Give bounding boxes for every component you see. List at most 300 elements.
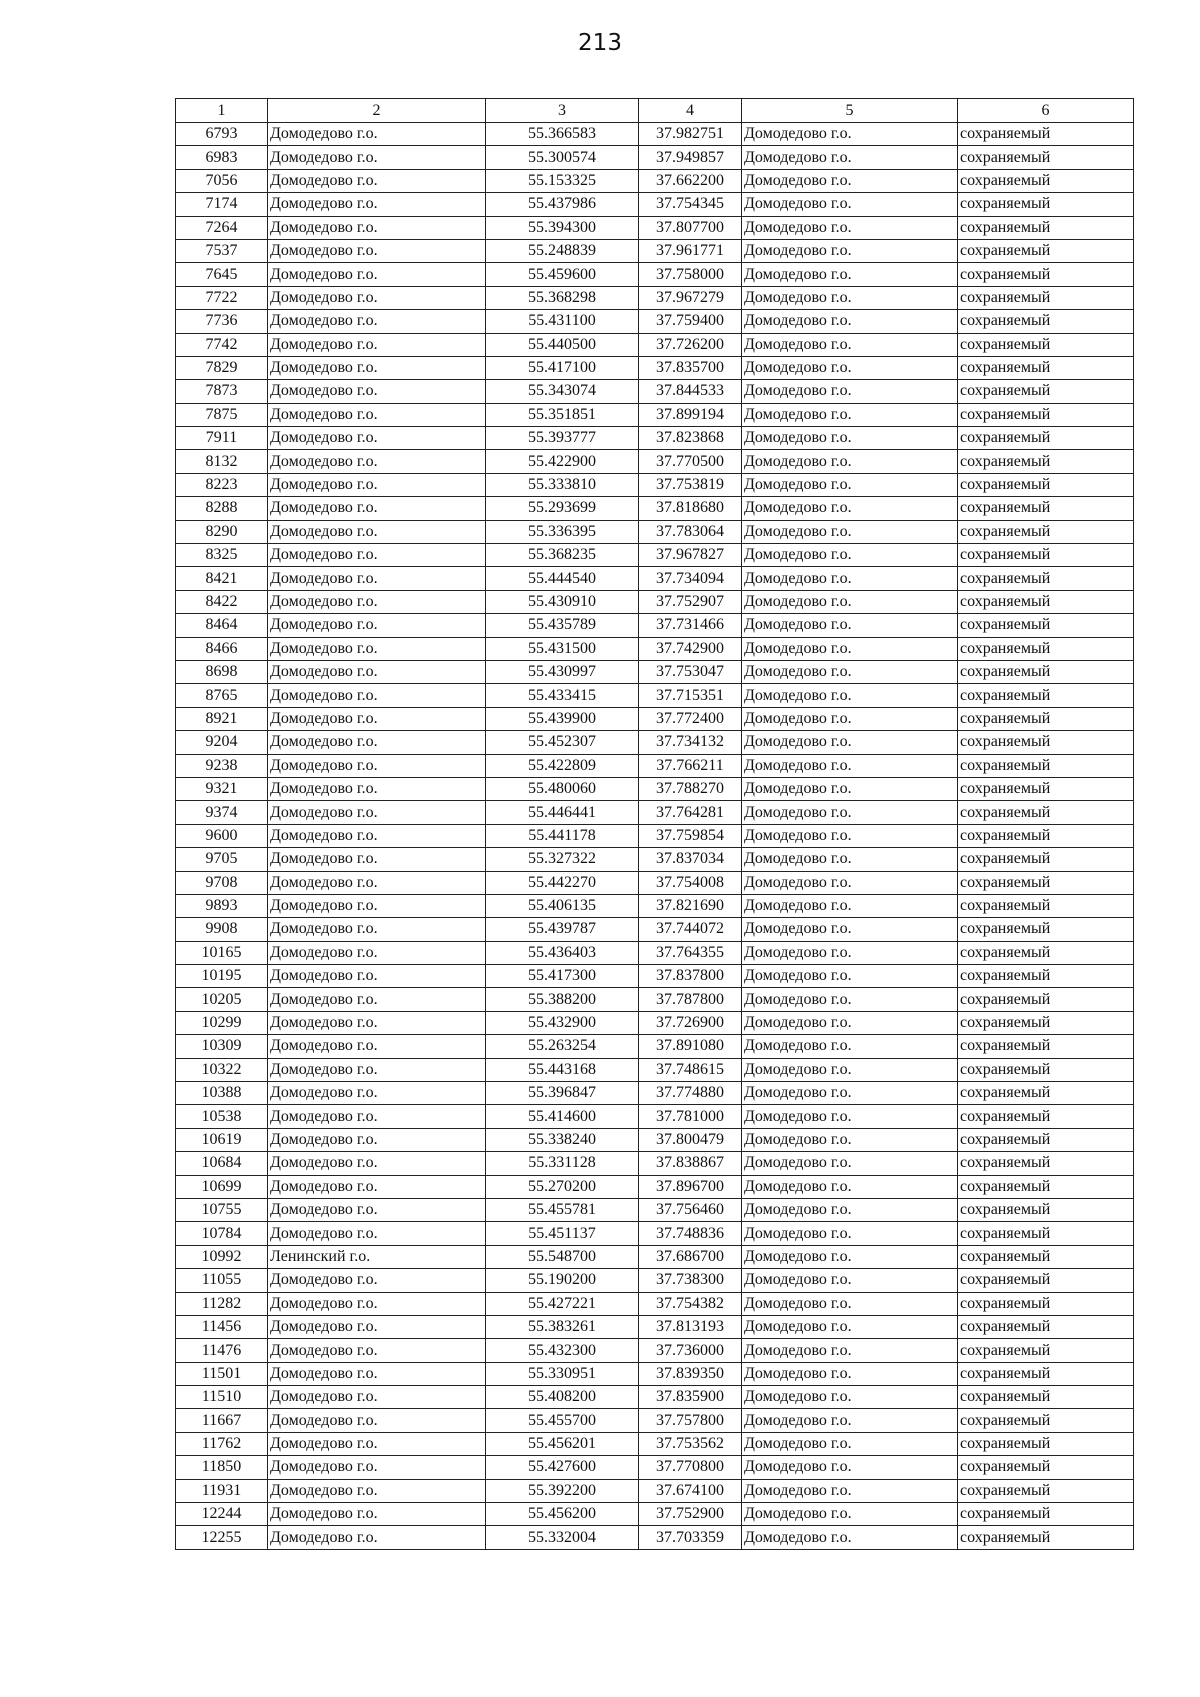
district-cell: Домодедово г.о. — [268, 1175, 486, 1198]
row-id-cell: 10699 — [176, 1175, 268, 1198]
row-id-cell: 8421 — [176, 567, 268, 590]
longitude-cell: 37.839350 — [639, 1362, 742, 1385]
district-cell: Домодедово г.о. — [268, 286, 486, 309]
status-cell: сохраняемый — [958, 146, 1134, 169]
latitude-cell: 55.343074 — [486, 380, 639, 403]
status-cell: сохраняемый — [958, 1198, 1134, 1221]
latitude-cell: 55.383261 — [486, 1315, 639, 1338]
location-cell: Домодедово г.о. — [742, 777, 958, 800]
latitude-cell: 55.263254 — [486, 1035, 639, 1058]
longitude-cell: 37.734132 — [639, 731, 742, 754]
status-cell: сохраняемый — [958, 1011, 1134, 1034]
latitude-cell: 55.430997 — [486, 660, 639, 683]
status-cell: сохраняемый — [958, 1105, 1134, 1128]
district-cell: Домодедово г.о. — [268, 918, 486, 941]
district-cell: Домодедово г.о. — [268, 1479, 486, 1502]
row-id-cell: 10309 — [176, 1035, 268, 1058]
table-row — [176, 1082, 1134, 1105]
latitude-cell: 55.439787 — [486, 918, 639, 941]
latitude-cell: 55.427221 — [486, 1292, 639, 1315]
table-row — [176, 520, 1134, 543]
column-header: 6 — [958, 99, 1134, 123]
row-id-cell: 12244 — [176, 1503, 268, 1526]
table-row — [176, 988, 1134, 1011]
status-cell: сохраняемый — [958, 380, 1134, 403]
row-id-cell: 10992 — [176, 1245, 268, 1268]
row-id-cell: 9705 — [176, 848, 268, 871]
row-id-cell: 11282 — [176, 1292, 268, 1315]
latitude-cell: 55.270200 — [486, 1175, 639, 1198]
status-cell: сохраняемый — [958, 1503, 1134, 1526]
longitude-cell: 37.759400 — [639, 310, 742, 333]
longitude-cell: 37.726200 — [639, 333, 742, 356]
latitude-cell: 55.336395 — [486, 520, 639, 543]
table-row — [176, 941, 1134, 964]
table-row — [176, 239, 1134, 262]
status-cell: сохраняемый — [958, 1479, 1134, 1502]
district-cell: Домодедово г.о. — [268, 614, 486, 637]
table-row — [176, 614, 1134, 637]
longitude-cell: 37.896700 — [639, 1175, 742, 1198]
latitude-cell: 55.440500 — [486, 333, 639, 356]
table-row — [176, 1339, 1134, 1362]
longitude-cell: 37.837034 — [639, 848, 742, 871]
status-cell: сохраняемый — [958, 1526, 1134, 1549]
district-cell: Домодедово г.о. — [268, 1058, 486, 1081]
district-cell: Домодедово г.о. — [268, 1339, 486, 1362]
location-cell: Домодедово г.о. — [742, 1409, 958, 1432]
district-cell: Домодедово г.о. — [268, 1386, 486, 1409]
row-id-cell: 9204 — [176, 731, 268, 754]
table-row — [176, 1503, 1134, 1526]
district-cell: Домодедово г.о. — [268, 590, 486, 613]
district-cell: Домодедово г.о. — [268, 1105, 486, 1128]
latitude-cell: 55.422900 — [486, 450, 639, 473]
row-id-cell: 8223 — [176, 473, 268, 496]
status-cell: сохраняемый — [958, 1292, 1134, 1315]
district-cell: Домодедово г.о. — [268, 777, 486, 800]
latitude-cell: 55.431500 — [486, 637, 639, 660]
latitude-cell: 55.456201 — [486, 1432, 639, 1455]
location-cell: Домодедово г.о. — [742, 1315, 958, 1338]
district-cell: Домодедово г.о. — [268, 824, 486, 847]
status-cell: сохраняемый — [958, 193, 1134, 216]
longitude-cell: 37.891080 — [639, 1035, 742, 1058]
location-cell: Домодедово г.о. — [742, 988, 958, 1011]
latitude-cell: 55.439900 — [486, 707, 639, 730]
table-row — [176, 1479, 1134, 1502]
district-cell: Домодедово г.о. — [268, 1011, 486, 1034]
district-cell: Домодедово г.о. — [268, 1432, 486, 1455]
status-cell: сохраняемый — [958, 777, 1134, 800]
latitude-cell: 55.459600 — [486, 263, 639, 286]
district-cell: Домодедово г.о. — [268, 403, 486, 426]
row-id-cell: 11667 — [176, 1409, 268, 1432]
table-row — [176, 918, 1134, 941]
latitude-cell: 55.366583 — [486, 123, 639, 146]
table-body — [176, 123, 1134, 1550]
row-id-cell: 10684 — [176, 1152, 268, 1175]
district-cell: Домодедово г.о. — [268, 754, 486, 777]
status-cell: сохраняемый — [958, 871, 1134, 894]
column-header: 1 — [176, 99, 268, 123]
table-row — [176, 731, 1134, 754]
table-row — [176, 1362, 1134, 1385]
row-id-cell: 8921 — [176, 707, 268, 730]
row-id-cell: 9908 — [176, 918, 268, 941]
latitude-cell: 55.414600 — [486, 1105, 639, 1128]
latitude-cell: 55.480060 — [486, 777, 639, 800]
location-cell: Домодедово г.о. — [742, 894, 958, 917]
row-id-cell: 7873 — [176, 380, 268, 403]
column-header: 5 — [742, 99, 958, 123]
district-cell: Домодедово г.о. — [268, 333, 486, 356]
longitude-cell: 37.838867 — [639, 1152, 742, 1175]
longitude-cell: 37.753562 — [639, 1432, 742, 1455]
table-row — [176, 1432, 1134, 1455]
column-header: 4 — [639, 99, 742, 123]
longitude-cell: 37.738300 — [639, 1269, 742, 1292]
location-cell: Домодедово г.о. — [742, 637, 958, 660]
location-cell: Домодедово г.о. — [742, 1339, 958, 1362]
status-cell: сохраняемый — [958, 1222, 1134, 1245]
latitude-cell: 55.451137 — [486, 1222, 639, 1245]
table-row — [176, 660, 1134, 683]
location-cell: Домодедово г.о. — [742, 660, 958, 683]
row-id-cell: 7736 — [176, 310, 268, 333]
location-cell: Домодедово г.о. — [742, 1503, 958, 1526]
status-cell: сохраняемый — [958, 310, 1134, 333]
latitude-cell: 55.293699 — [486, 497, 639, 520]
row-id-cell: 10755 — [176, 1198, 268, 1221]
table-row — [176, 544, 1134, 567]
latitude-cell: 55.368235 — [486, 544, 639, 567]
status-cell: сохраняемый — [958, 216, 1134, 239]
longitude-cell: 37.662200 — [639, 169, 742, 192]
location-cell: Домодедово г.о. — [742, 1152, 958, 1175]
district-cell: Ленинский г.о. — [268, 1245, 486, 1268]
status-cell: сохраняемый — [958, 988, 1134, 1011]
status-cell: сохраняемый — [958, 239, 1134, 262]
location-cell: Домодедово г.о. — [742, 871, 958, 894]
table-row — [176, 754, 1134, 777]
longitude-cell: 37.770800 — [639, 1456, 742, 1479]
location-cell: Домодедово г.о. — [742, 239, 958, 262]
table-row — [176, 1526, 1134, 1549]
row-id-cell: 9600 — [176, 824, 268, 847]
longitude-cell: 37.899194 — [639, 403, 742, 426]
district-cell: Домодедово г.о. — [268, 848, 486, 871]
table-row — [176, 356, 1134, 379]
row-id-cell: 11456 — [176, 1315, 268, 1338]
location-cell: Домодедово г.о. — [742, 1011, 958, 1034]
location-cell: Домодедово г.о. — [742, 520, 958, 543]
row-id-cell: 10388 — [176, 1082, 268, 1105]
district-cell: Домодедово г.о. — [268, 1409, 486, 1432]
district-cell: Домодедово г.о. — [268, 146, 486, 169]
status-cell: сохраняемый — [958, 1315, 1134, 1338]
longitude-cell: 37.674100 — [639, 1479, 742, 1502]
latitude-cell: 55.396847 — [486, 1082, 639, 1105]
location-cell: Домодедово г.о. — [742, 1269, 958, 1292]
status-cell: сохраняемый — [958, 801, 1134, 824]
table-row — [176, 1011, 1134, 1034]
location-cell: Домодедово г.о. — [742, 731, 958, 754]
latitude-cell: 55.190200 — [486, 1269, 639, 1292]
row-id-cell: 8325 — [176, 544, 268, 567]
status-cell: сохраняемый — [958, 473, 1134, 496]
location-cell: Домодедово г.о. — [742, 848, 958, 871]
location-cell: Домодедово г.о. — [742, 1198, 958, 1221]
status-cell: сохраняемый — [958, 263, 1134, 286]
row-id-cell: 7722 — [176, 286, 268, 309]
location-cell: Домодедово г.о. — [742, 403, 958, 426]
row-id-cell: 7911 — [176, 427, 268, 450]
latitude-cell: 55.333810 — [486, 473, 639, 496]
location-cell: Домодедово г.о. — [742, 1386, 958, 1409]
location-cell: Домодедово г.о. — [742, 801, 958, 824]
longitude-cell: 37.756460 — [639, 1198, 742, 1221]
status-cell: сохраняемый — [958, 1128, 1134, 1151]
latitude-cell: 55.300574 — [486, 146, 639, 169]
district-cell: Домодедово г.о. — [268, 1362, 486, 1385]
row-id-cell: 10299 — [176, 1011, 268, 1034]
latitude-cell: 55.393777 — [486, 427, 639, 450]
latitude-cell: 55.417300 — [486, 965, 639, 988]
row-id-cell: 10538 — [176, 1105, 268, 1128]
table-row — [176, 1105, 1134, 1128]
table-row — [176, 1292, 1134, 1315]
table-row — [176, 965, 1134, 988]
district-cell: Домодедово г.о. — [268, 263, 486, 286]
location-cell: Домодедово г.о. — [742, 497, 958, 520]
column-header: 3 — [486, 99, 639, 123]
row-id-cell: 6983 — [176, 146, 268, 169]
table-row — [176, 1058, 1134, 1081]
longitude-cell: 37.967279 — [639, 286, 742, 309]
latitude-cell: 55.427600 — [486, 1456, 639, 1479]
longitude-cell: 37.766211 — [639, 754, 742, 777]
status-cell: сохраняемый — [958, 637, 1134, 660]
longitude-cell: 37.731466 — [639, 614, 742, 637]
latitude-cell: 55.330951 — [486, 1362, 639, 1385]
location-cell: Домодедово г.о. — [742, 1035, 958, 1058]
table-row — [176, 427, 1134, 450]
latitude-cell: 55.435789 — [486, 614, 639, 637]
location-cell: Домодедово г.о. — [742, 450, 958, 473]
location-cell: Домодедово г.о. — [742, 590, 958, 613]
longitude-cell: 37.813193 — [639, 1315, 742, 1338]
latitude-cell: 55.394300 — [486, 216, 639, 239]
latitude-cell: 55.455700 — [486, 1409, 639, 1432]
table-row — [176, 497, 1134, 520]
longitude-cell: 37.748836 — [639, 1222, 742, 1245]
location-cell: Домодедово г.о. — [742, 614, 958, 637]
row-id-cell: 7742 — [176, 333, 268, 356]
table-row — [176, 286, 1134, 309]
latitude-cell: 55.456200 — [486, 1503, 639, 1526]
location-cell: Домодедово г.о. — [742, 1105, 958, 1128]
location-cell: Домодедово г.о. — [742, 824, 958, 847]
district-cell: Домодедово г.о. — [268, 1503, 486, 1526]
table-row — [176, 333, 1134, 356]
longitude-cell: 37.754382 — [639, 1292, 742, 1315]
longitude-cell: 37.783064 — [639, 520, 742, 543]
longitude-cell: 37.821690 — [639, 894, 742, 917]
row-id-cell: 10784 — [176, 1222, 268, 1245]
longitude-cell: 37.770500 — [639, 450, 742, 473]
row-id-cell: 7056 — [176, 169, 268, 192]
table-row — [176, 848, 1134, 871]
row-id-cell: 11055 — [176, 1269, 268, 1292]
status-cell: сохраняемый — [958, 614, 1134, 637]
latitude-cell: 55.388200 — [486, 988, 639, 1011]
status-cell: сохраняемый — [958, 684, 1134, 707]
table-row — [176, 1128, 1134, 1151]
district-cell: Домодедово г.о. — [268, 1082, 486, 1105]
district-cell: Домодедово г.о. — [268, 520, 486, 543]
location-cell: Домодедово г.о. — [742, 310, 958, 333]
table-row — [176, 1152, 1134, 1175]
table-row — [176, 473, 1134, 496]
location-cell: Домодедово г.о. — [742, 1245, 958, 1268]
district-cell: Домодедово г.о. — [268, 1222, 486, 1245]
table-row — [176, 684, 1134, 707]
location-cell: Домодедово г.о. — [742, 1456, 958, 1479]
longitude-cell: 37.982751 — [639, 123, 742, 146]
longitude-cell: 37.752900 — [639, 1503, 742, 1526]
row-id-cell: 8466 — [176, 637, 268, 660]
district-cell: Домодедово г.о. — [268, 473, 486, 496]
longitude-cell: 37.844533 — [639, 380, 742, 403]
longitude-cell: 37.774880 — [639, 1082, 742, 1105]
row-id-cell: 8132 — [176, 450, 268, 473]
location-cell: Домодедово г.о. — [742, 380, 958, 403]
status-cell: сохраняемый — [958, 1386, 1134, 1409]
table-row — [176, 801, 1134, 824]
longitude-cell: 37.754345 — [639, 193, 742, 216]
row-id-cell: 8464 — [176, 614, 268, 637]
longitude-cell: 37.758000 — [639, 263, 742, 286]
row-id-cell: 7174 — [176, 193, 268, 216]
table-row — [176, 1245, 1134, 1268]
table-row — [176, 1175, 1134, 1198]
district-cell: Домодедово г.о. — [268, 894, 486, 917]
table-row — [176, 263, 1134, 286]
row-id-cell: 7264 — [176, 216, 268, 239]
longitude-cell: 37.757800 — [639, 1409, 742, 1432]
location-cell: Домодедово г.о. — [742, 684, 958, 707]
longitude-cell: 37.835900 — [639, 1386, 742, 1409]
location-cell: Домодедово г.о. — [742, 1432, 958, 1455]
district-cell: Домодедово г.о. — [268, 1035, 486, 1058]
district-cell: Домодедово г.о. — [268, 1315, 486, 1338]
location-cell: Домодедово г.о. — [742, 1082, 958, 1105]
district-cell: Домодедово г.о. — [268, 1269, 486, 1292]
longitude-cell: 37.807700 — [639, 216, 742, 239]
longitude-cell: 37.961771 — [639, 239, 742, 262]
district-cell: Домодедово г.о. — [268, 1152, 486, 1175]
location-cell: Домодедово г.о. — [742, 1526, 958, 1549]
longitude-cell: 37.686700 — [639, 1245, 742, 1268]
location-cell: Домодедово г.о. — [742, 333, 958, 356]
table-row — [176, 1409, 1134, 1432]
location-cell: Домодедово г.о. — [742, 567, 958, 590]
longitude-cell: 37.744072 — [639, 918, 742, 941]
district-cell: Домодедово г.о. — [268, 193, 486, 216]
district-cell: Домодедово г.о. — [268, 497, 486, 520]
status-cell: сохраняемый — [958, 1152, 1134, 1175]
table-row — [176, 871, 1134, 894]
status-cell: сохраняемый — [958, 1339, 1134, 1362]
district-cell: Домодедово г.о. — [268, 1456, 486, 1479]
status-cell: сохраняемый — [958, 1456, 1134, 1479]
status-cell: сохраняемый — [958, 1409, 1134, 1432]
latitude-cell: 55.430910 — [486, 590, 639, 613]
status-cell: сохраняемый — [958, 590, 1134, 613]
row-id-cell: 10322 — [176, 1058, 268, 1081]
status-cell: сохраняемый — [958, 520, 1134, 543]
district-cell: Домодедово г.о. — [268, 567, 486, 590]
row-id-cell: 10195 — [176, 965, 268, 988]
status-cell: сохраняемый — [958, 707, 1134, 730]
district-cell: Домодедово г.о. — [268, 380, 486, 403]
district-cell: Домодедово г.о. — [268, 216, 486, 239]
latitude-cell: 55.351851 — [486, 403, 639, 426]
district-cell: Домодедово г.о. — [268, 684, 486, 707]
district-cell: Домодедово г.о. — [268, 660, 486, 683]
row-id-cell: 7537 — [176, 239, 268, 262]
location-cell: Домодедово г.о. — [742, 707, 958, 730]
status-cell: сохраняемый — [958, 1058, 1134, 1081]
district-cell: Домодедово г.о. — [268, 707, 486, 730]
table-row — [176, 310, 1134, 333]
status-cell: сохраняемый — [958, 333, 1134, 356]
location-cell: Домодедово г.о. — [742, 754, 958, 777]
table-row — [176, 824, 1134, 847]
longitude-cell: 37.788270 — [639, 777, 742, 800]
latitude-cell: 55.436403 — [486, 941, 639, 964]
table-row — [176, 1386, 1134, 1409]
row-id-cell: 8698 — [176, 660, 268, 683]
column-header: 2 — [268, 99, 486, 123]
row-id-cell: 11510 — [176, 1386, 268, 1409]
status-cell: сохраняемый — [958, 660, 1134, 683]
location-cell: Домодедово г.о. — [742, 169, 958, 192]
longitude-cell: 37.754008 — [639, 871, 742, 894]
longitude-cell: 37.835700 — [639, 356, 742, 379]
table-row — [176, 567, 1134, 590]
status-cell: сохраняемый — [958, 894, 1134, 917]
status-cell: сохраняемый — [958, 824, 1134, 847]
table-row — [176, 590, 1134, 613]
district-cell: Домодедово г.о. — [268, 871, 486, 894]
table-row — [176, 193, 1134, 216]
longitude-cell: 37.949857 — [639, 146, 742, 169]
latitude-cell: 55.392200 — [486, 1479, 639, 1502]
row-id-cell: 11476 — [176, 1339, 268, 1362]
latitude-cell: 55.441178 — [486, 824, 639, 847]
district-cell: Домодедово г.о. — [268, 941, 486, 964]
longitude-cell: 37.726900 — [639, 1011, 742, 1034]
page-number: 213 — [578, 30, 622, 56]
district-cell: Домодедово г.о. — [268, 731, 486, 754]
longitude-cell: 37.753819 — [639, 473, 742, 496]
table-row — [176, 1198, 1134, 1221]
location-cell: Домодедово г.о. — [742, 544, 958, 567]
longitude-cell: 37.736000 — [639, 1339, 742, 1362]
latitude-cell: 55.422809 — [486, 754, 639, 777]
